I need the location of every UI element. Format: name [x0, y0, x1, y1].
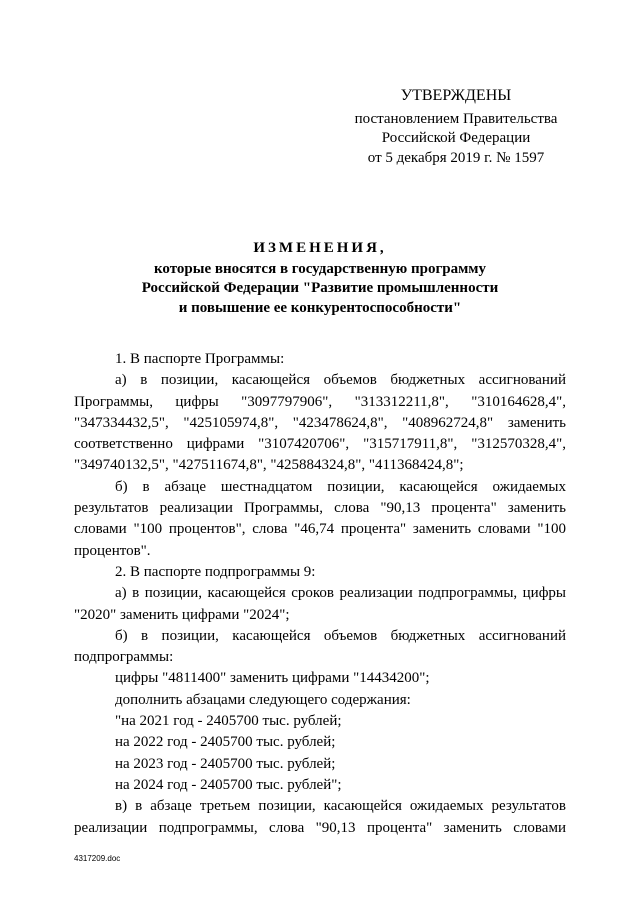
paragraph: на 2022 год - 2405700 тыс. рублей; [115, 734, 336, 751]
paragraph: 1. В паспорте Программы: [115, 351, 285, 367]
paragraph: б) в позиции, касающейся объемов бюджетных ассигнований подпрограммы: [74, 627, 566, 666]
document-title: ИЗМЕНЕНИЯ, [253, 240, 387, 256]
paragraph: б) в абзаце шестнадцатом позиции, касающейся ожидаемых результатов реализации Программы, слова "90,13 процента" заменить словами "100 процентов", слова "46,74 процента" заменить словами "100 процентов". [74, 478, 566, 559]
paragraph: на 2024 год - 2405700 тыс. рублей"; [115, 776, 342, 793]
footer-filename: 4317209.doc [74, 854, 121, 863]
approval-block [330, 86, 582, 168]
approval-line: Российской Федерации [381, 130, 531, 146]
document-heading [74, 239, 566, 318]
document-subtitle-line: Российской Федерации "Развитие промышленности [141, 280, 499, 296]
paragraph: цифры "4811400" заменить цифрами "14434200"; [115, 670, 430, 687]
approval-title: УТВЕРЖДЕНЫ [400, 87, 512, 104]
paragraph: на 2023 год - 2405700 тыс. рублей; [115, 755, 336, 772]
paragraph: 2. В паспорте подпрограммы 9: [115, 563, 316, 580]
paragraph: "на 2021 год - 2405700 тыс. рублей; [115, 713, 342, 730]
paragraph: а) в позиции, касающейся объемов бюджетных ассигнований Программы, цифры "3097797906", "313312211,8", "310164628,4", "347334432,5", "425105974,8", "423478624,8", "408962724,8" заменить соответственно цифрами "3107420706", "315717911,8", "312570328,4", "349740132,5", "427511674,8", "425884324,8", "411368424,8"; [74, 372, 566, 474]
approval-line: постановлением Правительства [354, 110, 558, 127]
paragraph: в) в абзаце третьем позиции, касающейся ожидаемых результатов реализации подпрограммы, слова "90,13 процента" заменить словами [74, 798, 566, 836]
paragraph: дополнить абзацами следующего содержания: [115, 691, 411, 708]
approval-date-number: от 5 декабря 2019 г. № 1597 [367, 149, 545, 166]
paragraph: а) в позиции, касающейся сроков реализации подпрограммы, цифры "2020" заменить цифрами "2024"; [74, 585, 566, 623]
document-subtitle-line: которые вносятся в государственную программу [153, 260, 487, 277]
document-subtitle-line: и повышение ее конкурентоспособности" [178, 299, 462, 316]
document-body [74, 349, 566, 839]
